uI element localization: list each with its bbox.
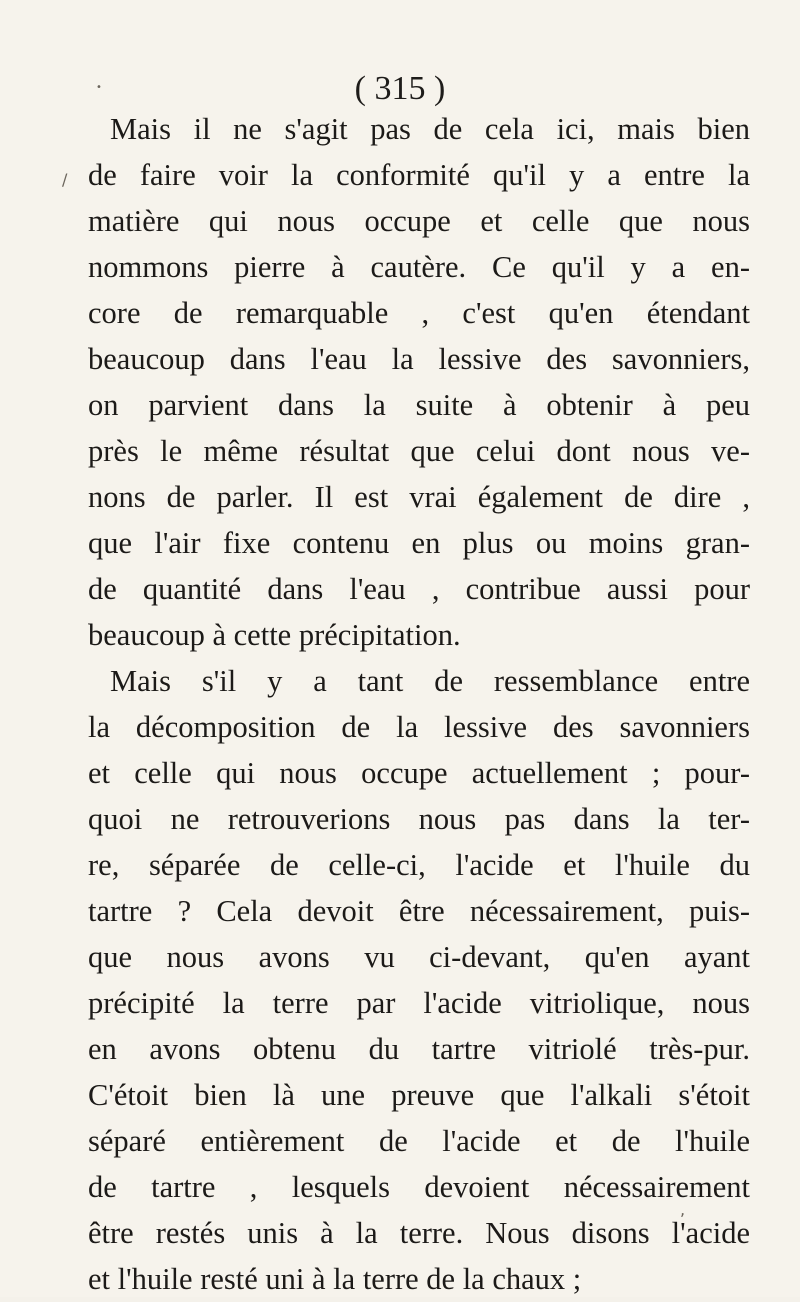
text-line: core de remarquable , c'est qu'en étendant (88, 296, 750, 330)
text-line: que nous avons vu ci-devant, qu'en ayant (88, 940, 750, 974)
text-line: beaucoup à cette précipitation. (88, 618, 461, 652)
text-line: C'étoit bien là une preuve que l'alkali s'étoit (88, 1078, 750, 1112)
margin-mark: , (680, 1200, 686, 1219)
text-line: re, séparée de celle-ci, l'acide et l'huile du (88, 848, 750, 882)
text-line: que l'air fixe contenu en plus ou moins gran- (88, 526, 750, 560)
text-line: matière qui nous occupe et celle que nous (88, 204, 750, 238)
text-line: la décomposition de la lessive des savonniers (88, 710, 750, 744)
margin-mark: / (62, 170, 68, 189)
text-line: précipité la terre par l'acide vitriolique, nous (88, 986, 750, 1020)
text-line: de quantité dans l'eau , contribue aussi pour (88, 572, 750, 606)
text-line: quoi ne retrouverions nous pas dans la ter- (88, 802, 750, 836)
page-number: ( 315 ) (354, 70, 446, 107)
text-line: de faire voir la conformité qu'il y a entre la (88, 158, 750, 192)
text-line: on parvient dans la suite à obtenir à peu (88, 388, 750, 422)
text-line: et l'huile resté uni à la terre de la chaux ; (88, 1262, 582, 1296)
text-line: de tartre , lesquels devoient nécessairement (88, 1170, 750, 1204)
body-text (88, 106, 750, 1302)
text-line: beaucoup dans l'eau la lessive des savonniers, (88, 342, 750, 376)
text-line: être restés unis à la terre. Nous disons l'acide (88, 1216, 750, 1250)
text-line: séparé entièrement de l'acide et de l'huile (88, 1124, 750, 1158)
text-line: en avons obtenu du tartre vitriolé très-pur. (88, 1032, 750, 1066)
text-line: Mais il ne s'agit pas de cela ici, mais bien (110, 112, 750, 146)
text-line: près le même résultat que celui dont nous ve- (88, 434, 750, 468)
ink-speck: • (96, 82, 102, 93)
text-line: nons de parler. Il est vrai également de dire , (88, 480, 750, 514)
text-line: nommons pierre à cautère. Ce qu'il y a en- (88, 250, 750, 284)
text-line: et celle qui nous occupe actuellement ; pour- (88, 756, 750, 790)
text-line: Mais s'il y a tant de ressemblance entre (110, 664, 750, 698)
text-line: tartre ? Cela devoit être nécessairement, puis- (88, 894, 750, 928)
